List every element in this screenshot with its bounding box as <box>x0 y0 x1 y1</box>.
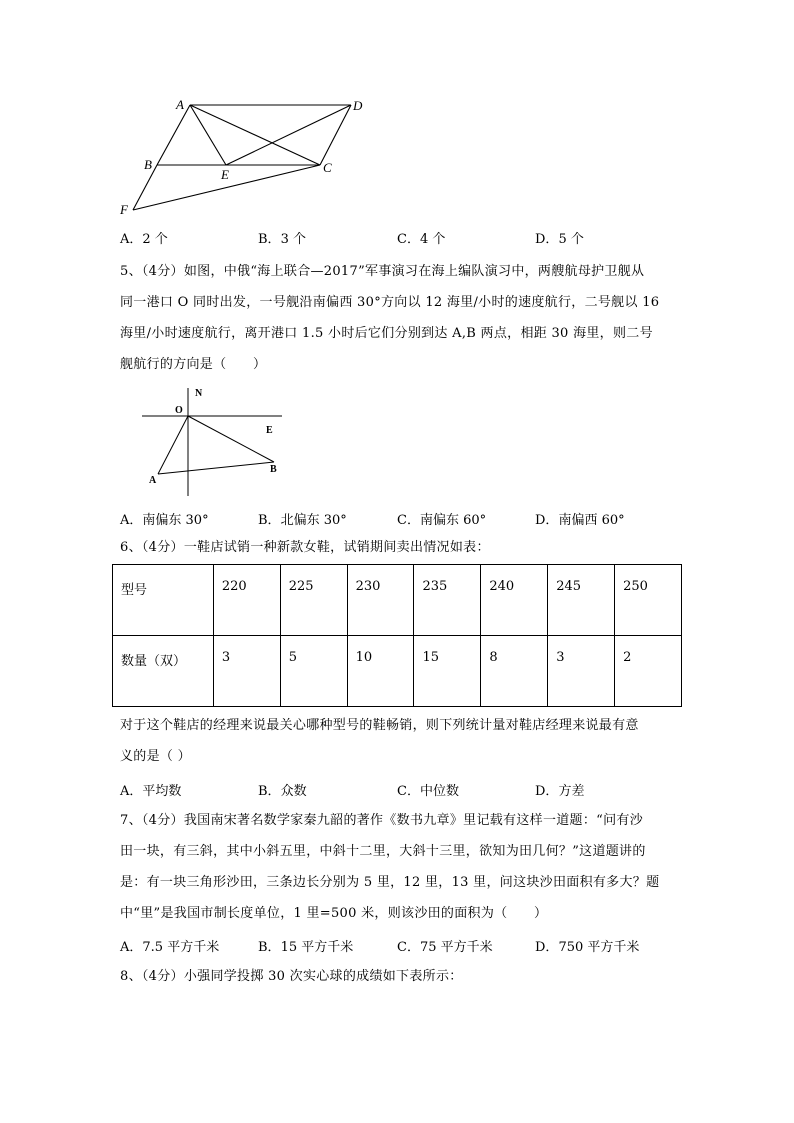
segment-ob <box>188 416 274 462</box>
q6-options <box>120 780 680 802</box>
q7-line: 中“里”是我国市制长度单位，1 里=500 米，则该沙田的面积为（ ） <box>120 906 548 921</box>
segment-ac <box>190 105 320 165</box>
table-cell: 245 <box>548 565 615 636</box>
q7-option-d[interactable]: D．750 平方千米 <box>535 940 640 955</box>
label-b: B <box>144 157 152 172</box>
q4-option-a[interactable]: A．2 个 <box>120 232 168 247</box>
q7-stem <box>120 805 680 929</box>
label-f: F <box>120 202 128 217</box>
q4-options <box>120 228 680 250</box>
table-cell: 235 <box>414 565 481 636</box>
q6-followup <box>120 710 680 772</box>
q5-option-d[interactable]: D．南偏西 60° <box>535 513 625 528</box>
table-header-cell: 型号 <box>113 565 214 636</box>
table-cell: 220 <box>213 565 280 636</box>
q6-option-d[interactable]: D．方差 <box>535 784 585 799</box>
table-cell: 3 <box>548 636 615 707</box>
q7-option-c[interactable]: C．75 平方千米 <box>397 940 493 955</box>
geometry-figure-parallelogram <box>110 92 380 222</box>
q4-option-d[interactable]: D．5 个 <box>535 232 584 247</box>
q4-option-c[interactable]: C．4 个 <box>397 232 446 247</box>
table-cell: 8 <box>481 636 548 707</box>
segment-dc <box>320 105 351 165</box>
q6-option-b[interactable]: B．众数 <box>258 784 307 799</box>
label-a: A <box>149 475 157 486</box>
q5-line: 5、（4分）如图，中俄“海上联合—2017”军事演习在海上编队演习中，两艘航母护卫舰从 <box>120 264 645 279</box>
table-cell: 250 <box>615 565 682 636</box>
table-header-cell: 数量（双） <box>113 636 214 707</box>
label-n: N <box>195 388 203 399</box>
label-e: E <box>266 425 273 436</box>
table-cell: 225 <box>280 565 347 636</box>
q6-option-c[interactable]: C．中位数 <box>397 784 459 799</box>
table-cell: 2 <box>615 636 682 707</box>
table-row <box>113 636 682 707</box>
q7-line: 田一块，有三斜，其中小斜五里，中斜十二里，大斜十三里，欲知为田几何？”这道题讲的 <box>120 844 646 859</box>
q8-stem: 8、（4分）小强同学投掷 30 次实心球的成绩如下表所示： <box>120 969 463 984</box>
label-b: B <box>270 464 277 475</box>
q7-option-b[interactable]: B．15 平方千米 <box>258 940 354 955</box>
q5-line: 海里/小时速度航行，离开港口 1.5 小时后它们分别到达 A,B 两点，相距 30 海里，则二号 <box>120 326 653 341</box>
q7-line: 是：有一块三角形沙田，三条边长分别为 5 里，12 里，13 里，问这块沙田面积有多大？题 <box>120 875 660 890</box>
q7-options <box>120 936 680 958</box>
q4-option-b[interactable]: B．3 个 <box>258 232 306 247</box>
label-c: C <box>323 160 332 175</box>
table-cell: 10 <box>347 636 414 707</box>
q6-line: 义的是（ ） <box>120 749 191 764</box>
q5-options <box>120 509 680 531</box>
label-o: O <box>175 405 183 416</box>
shoe-sales-table <box>112 564 682 707</box>
table-cell: 240 <box>481 565 548 636</box>
q5-option-a[interactable]: A．南偏东 30° <box>120 513 209 528</box>
q5-line: 舰航行的方向是（ ） <box>120 357 267 372</box>
label-d: D <box>353 98 363 113</box>
table-cell: 230 <box>347 565 414 636</box>
q5-option-b[interactable]: B．北偏东 30° <box>258 513 347 528</box>
q5-option-c[interactable]: C．南偏东 60° <box>397 513 487 528</box>
segment-ab <box>158 462 274 474</box>
q6-stem: 6、（4分）一鞋店试销一种新款女鞋，试销期间卖出情况如表： <box>120 540 490 555</box>
q5-line: 同一港口 O 同时出发，一号舰沿南偏西 30°方向以 12 海里/小时的速度航行，二号舰以 16 <box>120 295 660 310</box>
q6-option-a[interactable]: A．平均数 <box>120 784 182 799</box>
table-cell: 3 <box>213 636 280 707</box>
q5-stem <box>120 256 680 380</box>
q5-compass-figure <box>140 382 290 500</box>
segment-de <box>226 105 351 165</box>
q7-option-a[interactable]: A．7.5 平方千米 <box>120 940 220 955</box>
segment-oa <box>158 416 188 474</box>
label-e: E <box>221 167 229 182</box>
table-cell: 15 <box>414 636 481 707</box>
table-row <box>113 565 682 636</box>
label-a: A <box>176 97 184 112</box>
q6-line: 对于这个鞋店的经理来说最关心哪种型号的鞋畅销，则下列统计量对鞋店经理来说最有意 <box>120 718 639 733</box>
segment-ab <box>157 105 190 165</box>
table-cell: 5 <box>280 636 347 707</box>
q7-line: 7、（4分）我国南宋著名数学家秦九韶的著作《数书九章》里记载有这样一道题：“问有沙 <box>120 813 643 828</box>
segment-ae <box>190 105 226 165</box>
